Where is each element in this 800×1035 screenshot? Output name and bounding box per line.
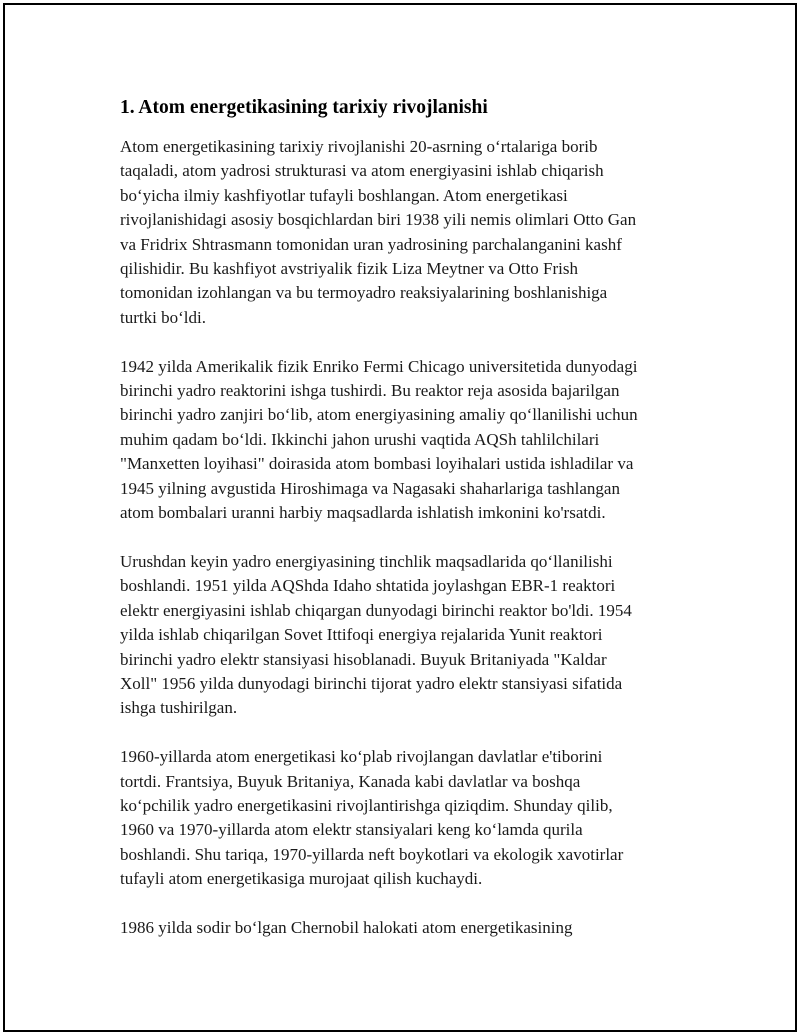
text-line: bo‘yicha ilmiy kashfiyotlar tufayli boshlangan. Atom energetikasi — [120, 185, 568, 205]
text-line: 1960 va 1970-yillarda atom elektr stansiyalari keng ko‘lamda qurila — [120, 820, 583, 840]
text-line: boshlandi. Shu tariqa, 1970-yillarda neft boykotlari va ekologik xavotirlar — [120, 844, 624, 864]
text-line: "Manxetten loyihasi" doirasida atom bombasi loyihalari ustida ishladilar va — [120, 454, 634, 474]
text-line: boshlandi. 1951 yilda AQShda Idaho shtatida joylashgan EBR-1 reaktori — [120, 576, 616, 596]
text-line: ishga tushirilgan. — [120, 698, 238, 718]
text-line: 1942 yilda Amerikalik fizik Enriko Fermi Chicago universitetida dunyodagi — [120, 356, 638, 376]
text-line: 1986 yilda sodir bo‘lgan Chernobil halokati atom energetikasining — [120, 917, 573, 937]
section-heading: 1. Atom energetikasining tarixiy rivojlanishi — [120, 97, 488, 118]
text-line: taqaladi, atom yadrosi strukturasi va atom energiyasini ishlab chiqarish — [120, 161, 604, 181]
text-line: ko‘pchilik yadro energetikasini rivojlantirishga qiziqdim. Shunday qilib, — [120, 795, 613, 815]
text-line: tufayli atom energetikasiga murojaat qilish kuchaydi. — [120, 869, 483, 889]
text-line: atom bombalari uranni harbiy maqsadlarda ishlatish imkonini ko'rsatdi. — [120, 503, 606, 523]
paragraph-1 — [120, 135, 720, 330]
text-line: birinchi yadro reaktorini ishga tushirdi. Bu reaktor reja asosida bajarilgan — [120, 381, 620, 401]
text-line: qilishidir. Bu kashfiyot avstriyalik fizik Liza Meytner va Otto Frish — [120, 259, 578, 279]
paragraph-5 — [120, 916, 720, 940]
text-line: Urushdan keyin yadro energiyasining tinchlik maqsadlarida qo‘llanilishi — [120, 551, 613, 571]
text-line: birinchi yadro elektr stansiyasi hisoblanadi. Buyuk Britaniyada "Kaldar — [120, 649, 607, 669]
text-line: turtki bo‘ldi. — [120, 307, 206, 327]
text-line: 1960-yillarda atom energetikasi ko‘plab rivojlangan davlatlar e'tiborini — [120, 747, 603, 767]
text-line: va Fridrix Shtrasmann tomonidan uran yadrosining parchalanganini kashf — [120, 234, 622, 254]
text-line: Xoll" 1956 yilda dunyodagi birinchi tijorat yadro elektr stansiyasi sifatida — [120, 673, 623, 693]
text-line: rivojlanishidagi asosiy bosqichlardan biri 1938 yili nemis olimlari Otto Gan — [120, 210, 637, 230]
text-line: tortdi. Frantsiya, Buyuk Britaniya, Kanada kabi davlatlar va boshqa — [120, 771, 581, 791]
text-line: 1945 yilning avgustida Hiroshimaga va Nagasaki shaharlariga tashlangan — [120, 478, 620, 498]
text-line: Atom energetikasining tarixiy rivojlanishi 20-asrning o‘rtalariga borib — [120, 137, 598, 156]
paragraph-4 — [120, 745, 720, 891]
text-line: tomonidan izohlangan va bu termoyadro reaksiyalarining boshlanishiga — [120, 283, 608, 303]
paragraph-2 — [120, 355, 720, 526]
document-content — [120, 95, 720, 965]
text-line: elektr energiyasini ishlab chiqargan dunyodagi birinchi reaktor bo'ldi. 1954 — [120, 600, 632, 620]
text-line: muhim qadam bo‘ldi. Ikkinchi jahon urushi vaqtida AQSh tahlilchilari — [120, 429, 600, 449]
text-line: birinchi yadro zanjiri bo‘lib, atom energiyasining amaliy qo‘llanilishi uchun — [120, 405, 638, 425]
text-line: yilda ishlab chiqarilgan Sovet Ittifoqi energiya rejalarida Yunit reaktori — [120, 625, 603, 645]
page-frame — [3, 3, 797, 1032]
paragraph-3 — [120, 550, 720, 721]
